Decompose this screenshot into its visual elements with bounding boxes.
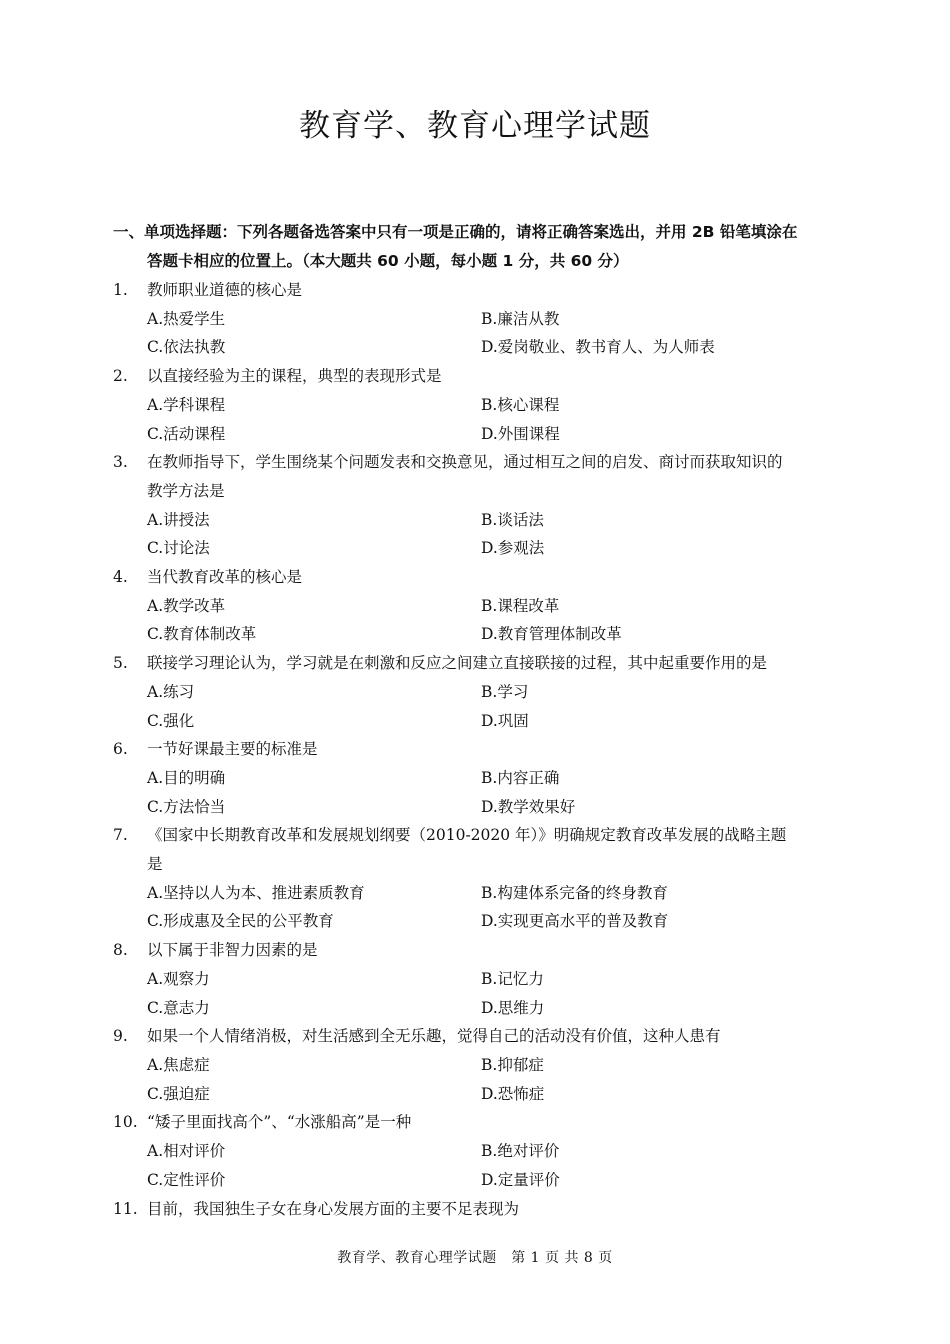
question-stem-line (113, 362, 843, 391)
answer-option: A.讲授法 (147, 510, 210, 529)
answer-option: B.抑郁症 (481, 1055, 544, 1074)
option-row (113, 592, 843, 621)
question-stem: 目前，我国独生子女在身心发展方面的主要不足表现为 (147, 1199, 520, 1218)
question-stem-line (113, 276, 843, 305)
question-number: 6. (113, 740, 128, 759)
question-stem: “矮子里面找高个”、“水涨船高”是一种 (147, 1113, 412, 1132)
option-row (113, 707, 843, 736)
question-item (113, 649, 843, 735)
answer-option: D.巩固 (481, 711, 529, 730)
question-stem-line (113, 563, 843, 592)
question-stem: 当代教育改革的核心是 (147, 568, 303, 587)
question-item (113, 1022, 843, 1108)
option-row (113, 1051, 843, 1080)
answer-option: B.内容正确 (481, 768, 560, 787)
option-row (113, 879, 843, 908)
answer-option: B.课程改革 (481, 596, 560, 615)
option-row (113, 1137, 843, 1166)
answer-option: B.学习 (481, 682, 529, 701)
answer-option: A.学科课程 (147, 395, 226, 414)
option-row (113, 793, 843, 822)
question-number: 2. (113, 367, 128, 386)
option-row (113, 965, 843, 994)
answer-option: B.记忆力 (481, 969, 544, 988)
question-number: 10. (113, 1113, 138, 1132)
question-stem-line (113, 649, 843, 678)
question-item (113, 936, 843, 1022)
answer-option: A.目的明确 (147, 768, 226, 787)
answer-option: C.依法执教 (147, 338, 226, 357)
option-row (113, 1166, 843, 1195)
question-stem-line (113, 1195, 843, 1224)
question-stem: 是 (147, 855, 163, 874)
answer-option: A.热爱学生 (147, 309, 226, 328)
answer-option: A.观察力 (147, 969, 210, 988)
question-item (113, 1195, 843, 1224)
option-row (113, 764, 843, 793)
answer-option: A.相对评价 (147, 1142, 226, 1161)
answer-option: D.定量评价 (481, 1170, 560, 1189)
question-item (113, 276, 843, 362)
question-number: 4. (113, 568, 128, 587)
question-stem-line (113, 1108, 843, 1137)
question-list (113, 276, 843, 1223)
answer-option: B.谈话法 (481, 510, 544, 529)
answer-option: D.教育管理体制改革 (481, 625, 622, 644)
answer-option: D.教学效果好 (481, 797, 576, 816)
answer-option: D.参观法 (481, 539, 545, 558)
question-stem: 以下属于非智力因素的是 (147, 941, 318, 960)
question-number: 7. (113, 826, 128, 845)
question-stem: 《国家中长期教育改革和发展规划纲要（2010-2020 年）》明确规定教育改革发展的战略主题 (147, 826, 787, 845)
question-stem: 教师职业道德的核心是 (147, 281, 303, 299)
question-number: 3. (113, 453, 128, 472)
answer-option: A.焦虑症 (147, 1055, 210, 1074)
question-stem: 如果一个人情绪消极，对生活感到全无乐趣，觉得自己的活动没有价值，这种人患有 (147, 1027, 721, 1046)
answer-option: D.恐怖症 (481, 1084, 545, 1103)
question-stem: 教学方法是 (147, 481, 225, 500)
question-stem-line (113, 477, 843, 506)
question-stem-line (113, 936, 843, 965)
question-item (113, 821, 843, 936)
question-stem-line (113, 1022, 843, 1051)
question-stem-line (113, 821, 843, 850)
answer-option: C.教育体制改革 (147, 625, 257, 644)
answer-option: B.构建体系完备的终身教育 (481, 883, 668, 902)
question-item (113, 448, 843, 563)
question-item (113, 1108, 843, 1194)
section-instructions (113, 218, 838, 276)
option-row (113, 506, 843, 535)
option-row (113, 305, 843, 334)
question-item (113, 735, 843, 821)
answer-option: B.绝对评价 (481, 1142, 560, 1161)
answer-option: B.核心课程 (481, 395, 560, 414)
answer-option: C.意志力 (147, 998, 210, 1017)
answer-option: D.外围课程 (481, 424, 560, 443)
answer-option: D.爱岗敬业、教书育人、为人师表 (481, 338, 715, 357)
question-number: 11. (113, 1199, 138, 1218)
page-title: 教育学、教育心理学试题 (299, 108, 651, 144)
answer-option: C.活动课程 (147, 424, 226, 443)
answer-option: A.练习 (147, 682, 195, 701)
section-instructions-line-1: 一、单项选择题：下列各题备选答案中只有一项是正确的，请将正确答案选出，并用 2B 铅笔填涂在 (113, 223, 798, 241)
option-row (113, 994, 843, 1023)
question-number: 8. (113, 941, 128, 960)
answer-option: B.廉洁从教 (481, 309, 560, 328)
question-stem-line (113, 448, 843, 477)
option-row (113, 1080, 843, 1109)
answer-option: C.形成惠及全民的公平教育 (147, 912, 334, 931)
option-row (113, 620, 843, 649)
question-stem: 一节好课最主要的标准是 (147, 740, 318, 759)
question-number: 5. (113, 654, 128, 673)
option-row (113, 391, 843, 420)
option-row (113, 907, 843, 936)
question-stem-line (113, 735, 843, 764)
option-row (113, 333, 843, 362)
question-indent (113, 477, 147, 506)
question-number: 9. (113, 1027, 128, 1046)
question-stem: 以直接经验为主的课程，典型的表现形式是 (147, 367, 442, 386)
answer-option: C.定性评价 (147, 1170, 226, 1189)
answer-option: A.教学改革 (147, 596, 226, 615)
section-instructions-line-2: 答题卡相应的位置上。（本大题共 60 小题，每小题 1 分，共 60 分） (147, 252, 629, 270)
answer-option: D.实现更高水平的普及教育 (481, 912, 669, 931)
answer-option: C.强化 (147, 711, 195, 730)
answer-option: D.思维力 (481, 998, 545, 1017)
option-row (113, 678, 843, 707)
answer-option: C.强迫症 (147, 1084, 210, 1103)
option-row (113, 534, 843, 563)
answer-option: C.方法恰当 (147, 797, 226, 816)
question-stem-line (113, 850, 843, 879)
option-row (113, 420, 843, 449)
question-stem: 联接学习理论认为，学习就是在刺激和反应之间建立直接联接的过程，其中起重要作用的是 (147, 654, 768, 673)
answer-option: A.坚持以人为本、推进素质教育 (147, 883, 365, 902)
page-footer: 教育学、教育心理学试题 第 1 页 共 8 页 (337, 1250, 613, 1266)
answer-option: C.讨论法 (147, 539, 210, 558)
question-item (113, 563, 843, 649)
question-indent (113, 850, 147, 879)
question-number: 1. (113, 281, 128, 299)
question-stem: 在教师指导下，学生围绕某个问题发表和交换意见，通过相互之间的启发、商讨而获取知识的 (147, 453, 783, 472)
question-item (113, 362, 843, 448)
